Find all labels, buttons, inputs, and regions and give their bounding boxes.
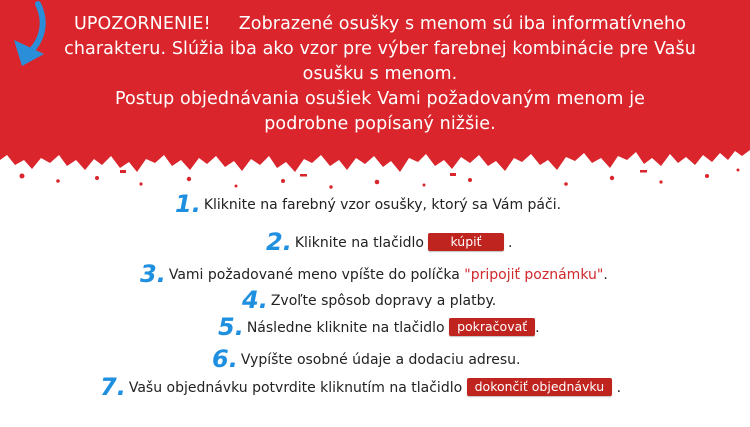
notice-line-5: podrobne popísaný nižšie.: [264, 114, 496, 134]
step-number: 3.: [140, 260, 166, 288]
step-text: Kliknite na farebný vzor osušky, ktorý sa Vám páči.: [203, 197, 562, 213]
step-6: [212, 345, 520, 373]
continue-button[interactable]: pokračovať: [449, 318, 535, 336]
step-period: .: [508, 235, 513, 251]
notice-line-1: [20, 12, 740, 37]
step-text: Vašu objednávku potvrdite kliknutím na tlačidlo: [128, 380, 463, 396]
attach-note-label: "pripojiť poznámku": [464, 267, 604, 283]
notice-heading: UPOZORNENIE!: [73, 14, 211, 34]
step-text: Vypíšte osobné údaje a dodaciu adresu.: [240, 352, 521, 368]
step-3: [140, 260, 608, 288]
step-1: [175, 190, 561, 218]
step-2: [266, 228, 512, 256]
step-period: .: [616, 380, 622, 396]
step-period: .: [603, 267, 608, 283]
warning-banner: [0, 0, 750, 200]
step-text: Následne kliknite na tlačidlo: [246, 320, 445, 336]
step-number: 6.: [212, 345, 238, 373]
step-period: .: [535, 320, 540, 336]
complete-order-button[interactable]: dokončiť objednávku: [467, 378, 613, 396]
buy-button[interactable]: kúpiť: [428, 233, 503, 251]
step-7: [100, 373, 621, 401]
notice-line-4: Postup objednávania osušiek Vami požadovaným menom je: [114, 89, 646, 109]
step-4: [242, 286, 496, 314]
step-number: 1.: [175, 190, 201, 218]
notice-line-3: osušku s menom.: [302, 64, 458, 84]
notice-line-1-text: Zobrazené osušky s menom sú iba informatívneho: [238, 14, 687, 34]
step-5: [218, 313, 540, 341]
step-text: Kliknite na tlačidlo: [294, 235, 424, 251]
step-number: 5.: [218, 313, 244, 341]
step-number: 4.: [242, 286, 268, 314]
step-text: Zvoľte spôsob dopravy a platby.: [270, 293, 497, 309]
step-number: 2.: [266, 228, 292, 256]
notice-text: [20, 12, 740, 137]
step-number: 7.: [100, 373, 126, 401]
notice-line-2: charakteru. Slúžia iba ako vzor pre výber farebnej kombinácie pre Vašu: [64, 39, 696, 59]
step-text: Vami požadované meno vpíšte do políčka: [168, 267, 460, 283]
curved-arrow-down-icon: [0, 0, 60, 72]
